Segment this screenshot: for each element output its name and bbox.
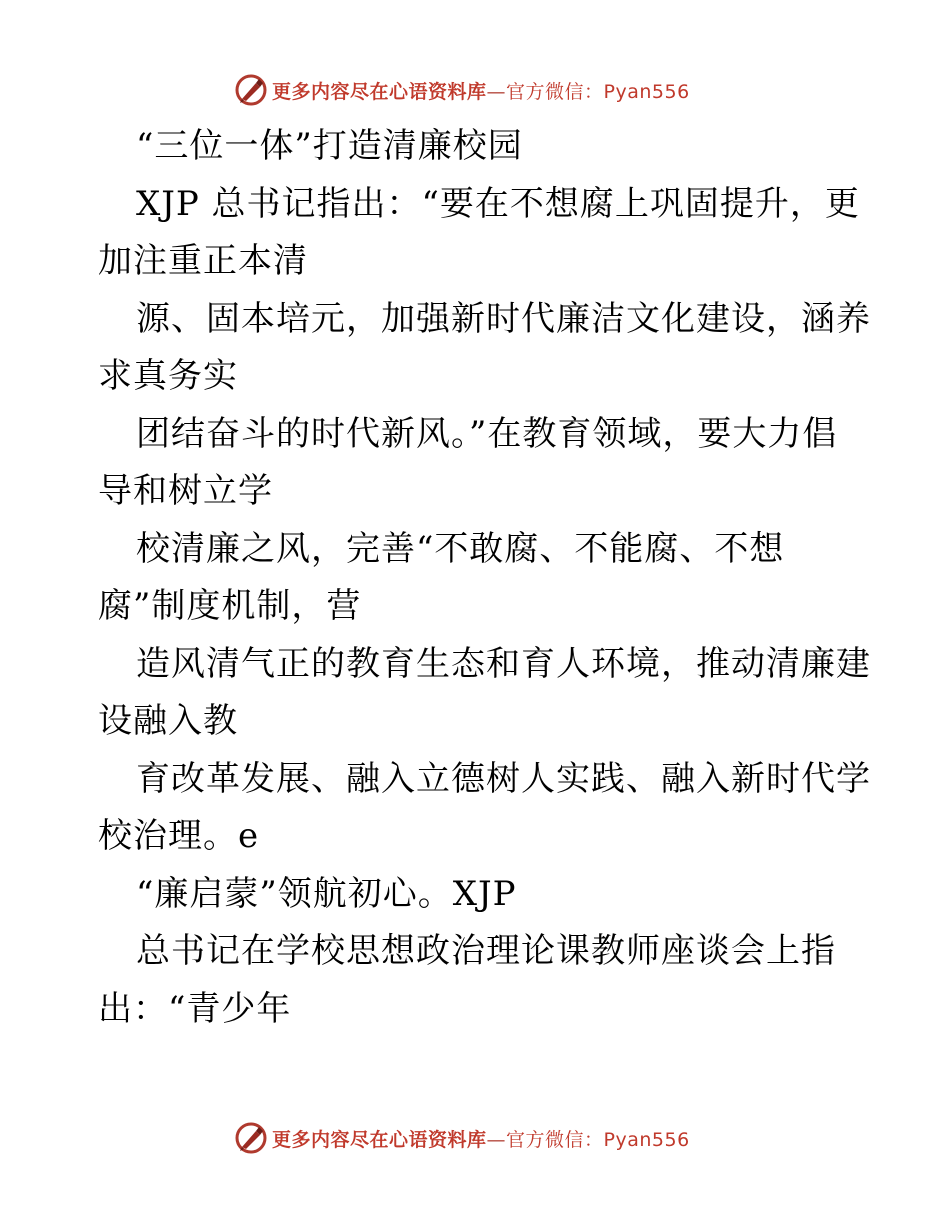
paragraph-line: 团结奋斗的时代新风。”在教育领域，要大力倡 bbox=[136, 413, 838, 454]
banner-tail: 官方微信：Pyan556 bbox=[506, 80, 690, 103]
paragraph-line: 加注重正本清 bbox=[98, 241, 308, 281]
header-banner bbox=[234, 70, 754, 110]
paragraph-line: 总书记在学校思想政治理论课教师座谈会上指 bbox=[136, 931, 836, 971]
paragraph-line: 求真务实 bbox=[98, 356, 238, 396]
paragraph-line: 腐”制度机制，营 bbox=[98, 586, 362, 626]
section-title: “三位一体”打造清廉校园 bbox=[136, 126, 523, 166]
paragraph-line: 校治理。e bbox=[98, 816, 260, 856]
paragraph-line: 源、固本培元，加强新时代廉洁文化建设，涵养 bbox=[136, 298, 871, 339]
document-body bbox=[98, 118, 871, 1038]
banner-separator: — bbox=[486, 80, 507, 103]
subsection-title: “廉启蒙”领航初心。XJP bbox=[136, 873, 517, 914]
pen-logo-icon bbox=[234, 1121, 268, 1155]
paragraph-line: 育改革发展、融入立德树人实践、融入新时代学 bbox=[136, 758, 871, 799]
banner-text bbox=[272, 1125, 690, 1152]
paragraph-line: 校清廉之风，完善“不敢腐、不能腐、不想 bbox=[136, 528, 785, 569]
paragraph-line: 导和树立学 bbox=[98, 471, 273, 511]
banner-lead: 更多内容尽在心语资料库 bbox=[272, 1128, 487, 1151]
banner-separator: — bbox=[486, 1128, 507, 1151]
paragraph-line: 设融入教 bbox=[98, 701, 238, 741]
paragraph-line: 出：“青少年 bbox=[98, 988, 292, 1029]
pen-logo-icon bbox=[234, 73, 268, 107]
banner-text bbox=[272, 77, 690, 104]
banner-lead: 更多内容尽在心语资料库 bbox=[272, 80, 487, 103]
paragraph-line: 造风清气正的教育生态和育人环境，推动清廉建 bbox=[136, 643, 871, 684]
banner-tail: 官方微信：Pyan556 bbox=[506, 1128, 690, 1151]
paragraph-line: XJP 总书记指出：“要在不想腐上巩固提升，更 bbox=[136, 183, 860, 224]
footer-banner bbox=[234, 1118, 754, 1158]
